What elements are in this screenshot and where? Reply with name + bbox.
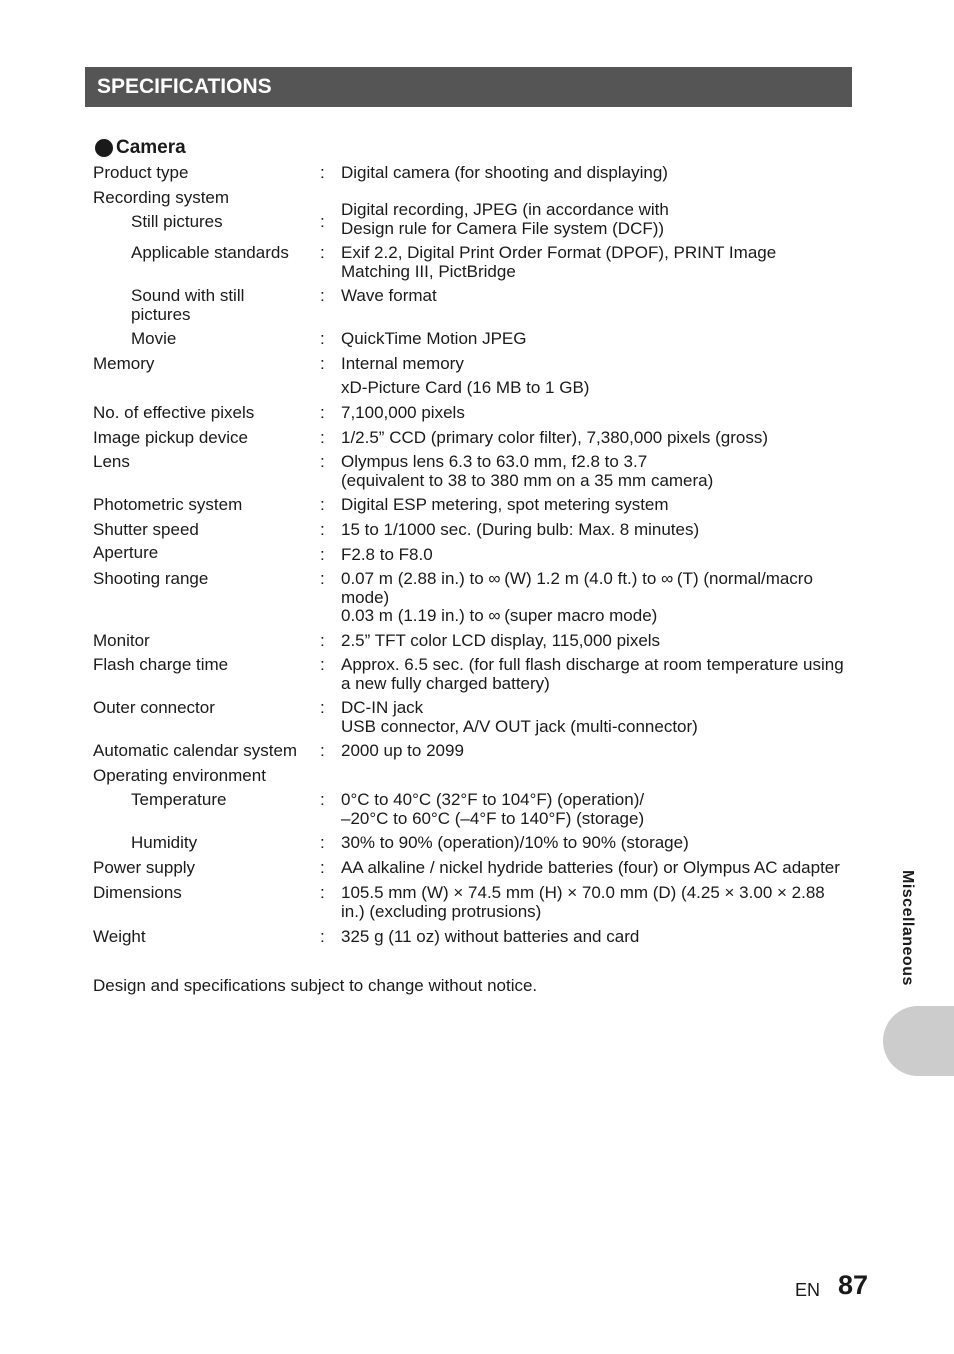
spec-colon: :	[320, 403, 325, 422]
spec-label: Monitor	[93, 631, 150, 650]
spec-value	[341, 791, 851, 828]
spec-label: Product type	[93, 163, 189, 182]
spec-label: Lens	[93, 452, 130, 471]
spec-value	[341, 699, 851, 736]
spec-value-line: Exif 2.2, Digital Print Order Format (DPOF), PRINT Image	[341, 243, 777, 262]
spec-label: Automatic calendar system	[93, 741, 298, 760]
section-title-bar	[85, 67, 852, 107]
spec-value: 2000 up to 2099	[341, 741, 464, 760]
infinity-icon: ∞	[488, 569, 500, 588]
camera-heading-text: Camera	[116, 137, 186, 158]
spec-label: Weight	[93, 927, 146, 946]
spec-label: Shooting range	[93, 569, 209, 588]
spec-value-text: (T) (normal/macro	[672, 569, 813, 588]
infinity-icon: ∞	[661, 569, 673, 588]
spec-value-text: (super macro mode)	[499, 606, 658, 625]
spec-value-line: in.) (excluding protrusions)	[341, 901, 542, 921]
spec-value	[341, 884, 851, 921]
spec-label: Applicable standards	[131, 243, 289, 262]
spec-colon: :	[320, 883, 325, 902]
camera-heading	[95, 137, 186, 159]
spec-value: 325 g (11 oz) without batteries and card	[341, 927, 640, 946]
spec-colon: :	[320, 655, 325, 674]
spec-value-line: 0°C to 40°C (32°F to 104°F) (operation)/	[341, 790, 645, 809]
spec-label: Dimensions	[93, 883, 182, 902]
spec-label: Power supply	[93, 858, 196, 877]
side-tab-label: Miscellaneous	[899, 870, 916, 986]
spec-colon: :	[320, 833, 325, 852]
spec-value	[341, 244, 851, 281]
infinity-icon: ∞	[488, 606, 500, 625]
spec-value: Digital ESP metering, spot metering system	[341, 495, 669, 514]
spec-value-line: DC-IN jack	[341, 698, 424, 717]
spec-value-line: mode)	[341, 587, 390, 607]
side-tab-marker	[883, 1006, 954, 1076]
spec-label: Photometric system	[93, 495, 243, 514]
spec-colon: :	[320, 163, 325, 182]
spec-label: Recording system	[93, 188, 230, 207]
spec-colon: :	[320, 698, 325, 717]
spec-value: F2.8 to F8.0	[341, 545, 433, 564]
spec-colon: :	[320, 520, 325, 539]
spec-label: Operating environment	[93, 766, 266, 785]
spec-colon: :	[320, 741, 325, 760]
spec-label: No. of effective pixels	[93, 403, 255, 422]
spec-value-line: Olympus lens 6.3 to 63.0 mm, f2.8 to 3.7	[341, 452, 648, 471]
spec-value-text: (W) 1.2 m (4.0 ft.) to	[499, 569, 662, 588]
spec-value	[341, 201, 851, 238]
spec-value-line: xD-Picture Card (16 MB to 1 GB)	[341, 378, 590, 397]
spec-colon: :	[320, 545, 325, 564]
spec-colon: :	[320, 495, 325, 514]
spec-value: Digital camera (for shooting and displaying)	[341, 163, 668, 182]
spec-value-line: (equivalent to 38 to 380 mm on a 35 mm camera)	[341, 470, 714, 490]
spec-colon: :	[320, 631, 325, 650]
spec-label: Temperature	[131, 790, 227, 809]
spec-label: Outer connector	[93, 698, 215, 717]
spec-colon: :	[320, 858, 325, 877]
spec-colon: :	[320, 286, 325, 305]
spec-colon: :	[320, 927, 325, 946]
page-number: 87	[838, 1270, 869, 1300]
spec-value-line	[341, 607, 851, 626]
spec-value-line: –20°C to 60°C (–4°F to 140°F) (storage)	[341, 808, 645, 828]
bullet-icon	[95, 139, 113, 157]
spec-value-line: USB connector, A/V OUT jack (multi-connector)	[341, 716, 698, 736]
spec-value-text: 0.07 m (2.88 in.) to	[341, 569, 489, 588]
spec-label: Aperture	[93, 543, 159, 562]
spec-label: Movie	[131, 329, 177, 348]
spec-label: Flash charge time	[93, 655, 229, 674]
spec-value-line: a new fully charged battery)	[341, 673, 550, 693]
spec-value-line	[341, 570, 851, 589]
spec-label: Still pictures	[131, 212, 223, 231]
spec-colon: :	[320, 329, 325, 348]
spec-value-line: Matching III, PictBridge	[341, 261, 516, 281]
spec-value: 7,100,000 pixels	[341, 403, 465, 422]
spec-colon: :	[320, 569, 325, 588]
spec-value	[341, 355, 851, 398]
spec-colon: :	[320, 243, 325, 262]
spec-value: 15 to 1/1000 sec. (During bulb: Max. 8 minutes)	[341, 520, 700, 539]
spec-label: Image pickup device	[93, 428, 248, 447]
spec-colon: :	[320, 790, 325, 809]
spec-value	[341, 453, 851, 490]
page-language: EN	[795, 1280, 821, 1300]
spec-value: 30% to 90% (operation)/10% to 90% (storage)	[341, 833, 689, 852]
spec-colon: :	[320, 428, 325, 447]
spec-value: Wave format	[341, 286, 437, 305]
spec-value-line: Digital recording, JPEG (in accordance with	[341, 200, 669, 219]
page-title: SPECIFICATIONS	[97, 75, 272, 98]
spec-value-line: Internal memory	[341, 354, 464, 373]
spec-colon: :	[320, 212, 325, 231]
spec-value: 2.5” TFT color LCD display, 115,000 pixels	[341, 631, 661, 650]
spec-label-line: Sound with still	[131, 286, 245, 305]
spec-label: Humidity	[131, 833, 198, 852]
spec-value	[341, 570, 851, 626]
spec-label: Memory	[93, 354, 155, 373]
spec-value: 1/2.5” CCD (primary color filter), 7,380,000 pixels (gross)	[341, 428, 769, 447]
spec-label-line: pictures	[131, 304, 191, 324]
footnote: Design and specifications subject to change without notice.	[93, 976, 538, 995]
spec-label: Shutter speed	[93, 520, 199, 539]
spec-value-line: Design rule for Camera File system (DCF))	[341, 218, 665, 238]
spec-value-line: Approx. 6.5 sec. (for full flash discharge at room temperature using	[341, 655, 844, 674]
spec-value	[341, 656, 851, 693]
spec-value: AA alkaline / nickel hydride batteries (four) or Olympus AC adapter	[341, 858, 840, 877]
spec-value-line: 105.5 mm (W) × 74.5 mm (H) × 70.0 mm (D) (4.25 × 3.00 × 2.88	[341, 883, 825, 902]
spec-colon: :	[320, 452, 325, 471]
spec-colon: :	[320, 354, 325, 373]
spec-value: QuickTime Motion JPEG	[341, 329, 527, 348]
spec-value-text: 0.03 m (1.19 in.) to	[341, 606, 489, 625]
